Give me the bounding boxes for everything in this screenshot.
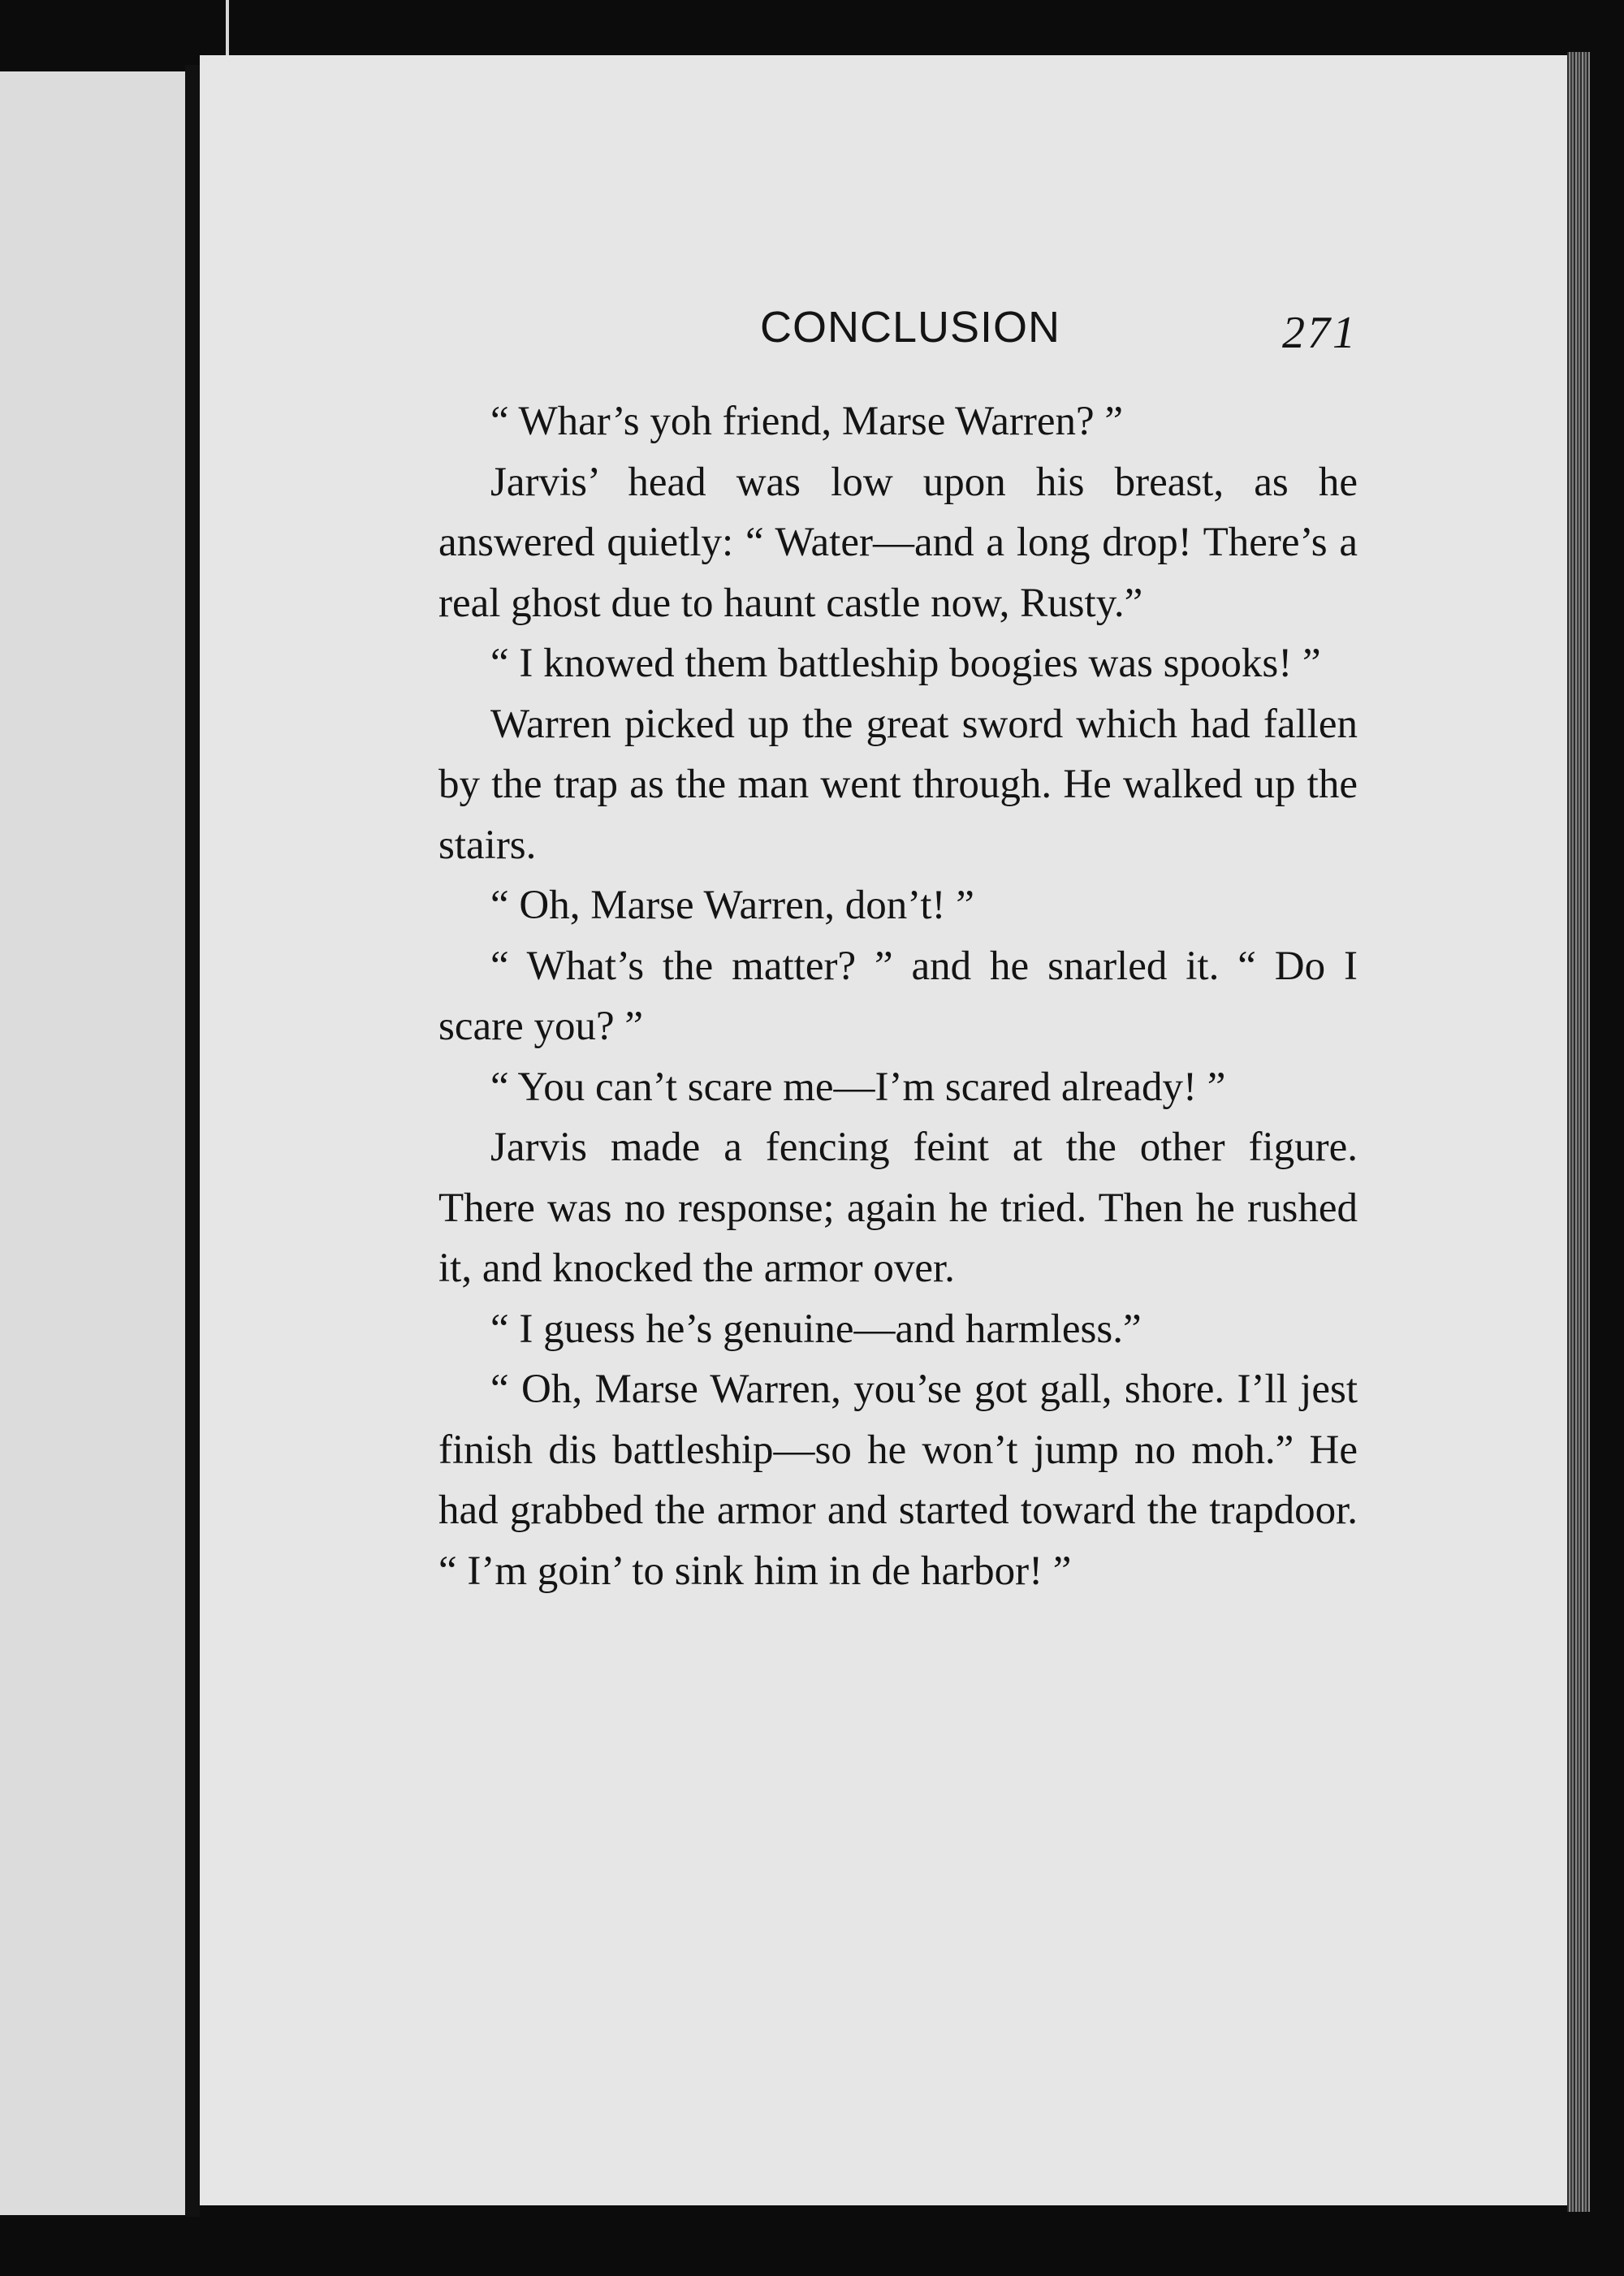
paragraph: “ I knowed them battleship boogies was spooks! ” [490,641,1321,686]
paragraph: Jarvis made a fencing feint at the other figure. There was no response; again he tried. Then he rushed it, and knocked the armor over. [438,1125,1358,1291]
page-number: 271 [1282,308,1358,358]
paragraph: “ What’s the matter? ” and he snarled it. “ Do I scare you? ” [438,943,1358,1049]
paragraph: “ Oh, Marse Warren, you’se got gall, shore. I’ll jest finish dis battleship—so he won’t jump no moh.” He had grabbed the armor and started toward the trapdoor. “ I’m goin’ to sink him in de harbor! ” [438,1367,1358,1594]
left-page [0,71,185,2215]
page-edge [1567,52,1590,2212]
running-title: CONCLUSION [759,303,1061,352]
page-body [438,391,1358,1601]
paragraph: “ Whar’s yoh friend, Marse Warren? ” [490,399,1123,444]
paragraph: “ You can’t scare me—I’m scared already! ” [490,1064,1226,1110]
book-gutter [185,65,200,2217]
paragraph: “ Oh, Marse Warren, don’t! ” [490,883,974,928]
paragraph: Jarvis’ head was low upon his breast, as he answered quietly: “ Water—and a long drop! There’s a real ghost due to haunt castle now, Rusty.” [438,459,1358,626]
paragraph: “ I guess he’s genuine—and harmless.” [490,1306,1142,1352]
page-header [438,302,1358,367]
paragraph: Warren picked up the great sword which had fallen by the trap as the man went through. He walked up the stairs. [438,701,1358,868]
